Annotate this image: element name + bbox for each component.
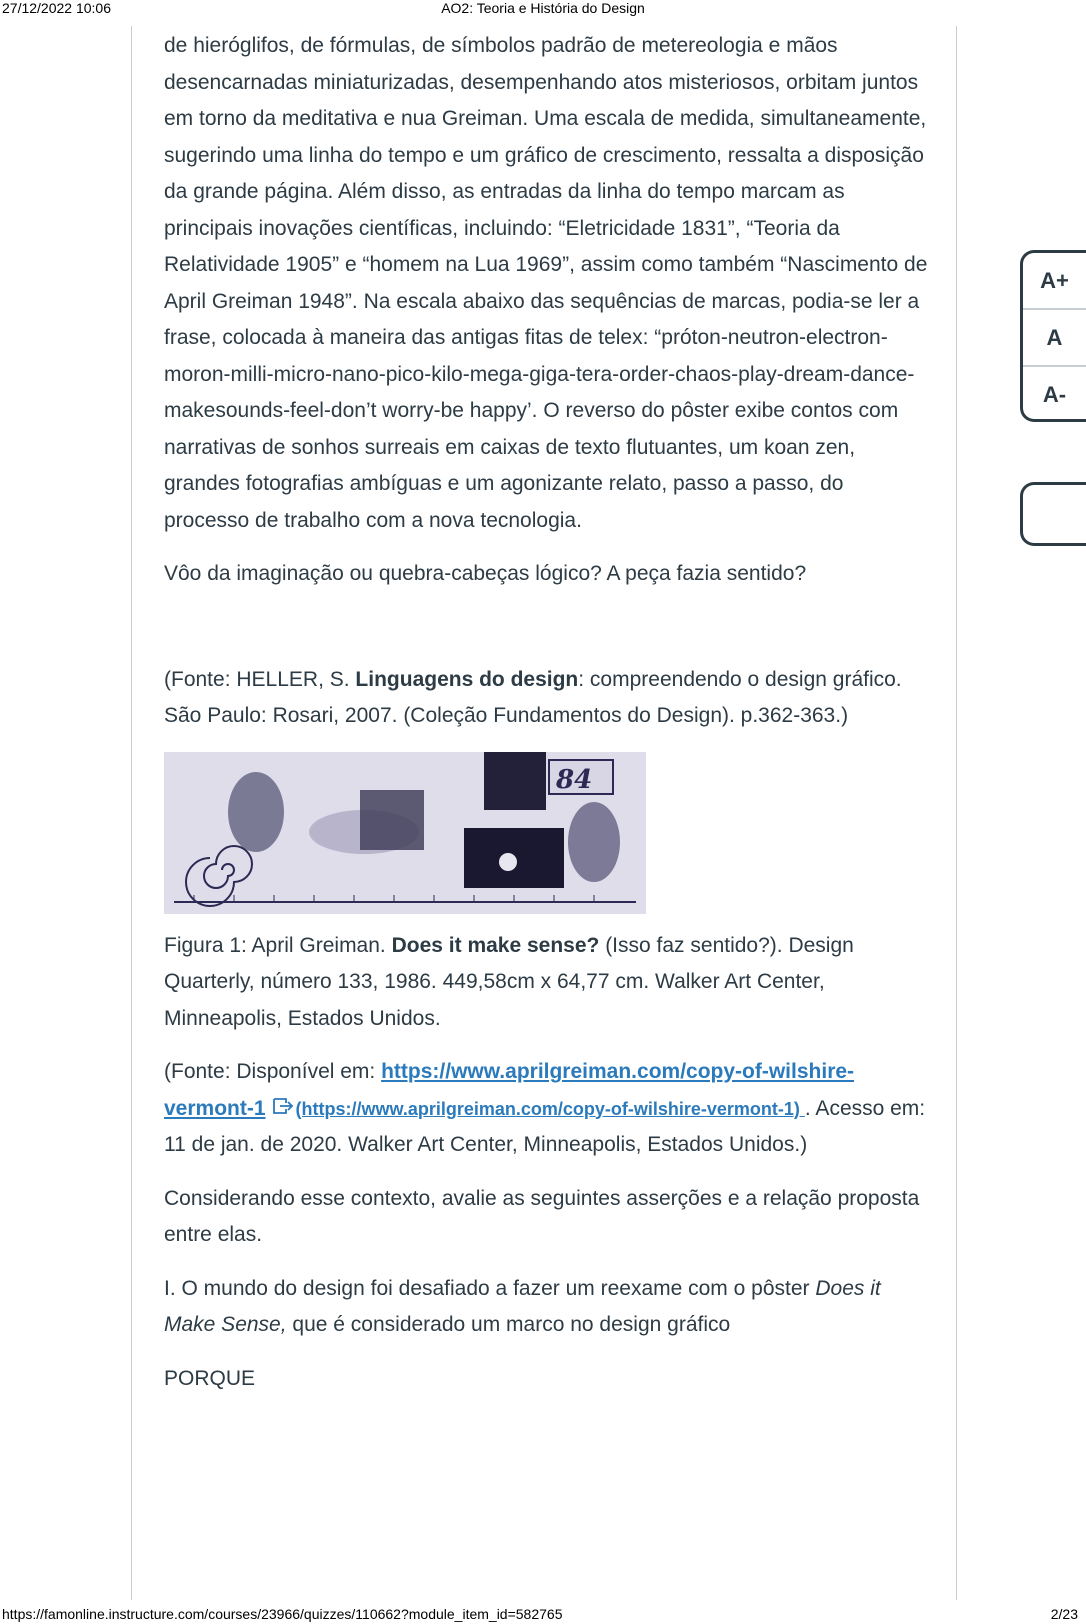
source-citation — [164, 662, 934, 735]
print-date: 27/12/2022 10:06 — [2, 0, 111, 16]
font-decrease-button[interactable]: A- — [1023, 365, 1086, 422]
porque-label: PORQUE — [164, 1366, 256, 1390]
assertion-title: Does it Make Sense, — [164, 1276, 881, 1337]
print-header — [0, 0, 1086, 18]
svg-text:84: 84 — [556, 764, 593, 795]
print-page-number: 2/23 — [1050, 1606, 1078, 1622]
assertion-text: que é considerado um marco no design gráfico — [286, 1313, 731, 1337]
citation-text: (Fonte: Disponível em: — [164, 1060, 382, 1083]
caption-text: (Isso faz sentido?). Design Quarterly, número 133, 1986. 449,58cm x 64,77 cm. Walker Art Center, Minneapolis, Estados Unidos. — [164, 933, 854, 1030]
source-citation — [164, 1054, 934, 1164]
font-increase-button[interactable]: A+ — [1040, 267, 1069, 293]
citation-text: : compreendendo o design gráfico. São Paulo: Rosari, 2007. (Coleção Fundamentos do Design). p.362-363.) — [164, 667, 902, 727]
print-title: AO2: Teoria e História do Design — [441, 0, 645, 16]
question-paragraph: Vôo da imaginação ou quebra-cabeças lógico? A peça fazia sentido? — [164, 562, 807, 585]
assertion-one — [164, 1271, 934, 1344]
print-url: https://famonline.instructure.com/courses/23966/quizzes/110662?module_item_id=582765 — [2, 1606, 563, 1622]
external-link-icon — [272, 1091, 294, 1128]
citation-title: Linguagens do design — [355, 667, 579, 691]
assertion-text: I. O mundo do design foi desafiado a fazer um reexame com o pôster — [164, 1276, 816, 1300]
content-left-border — [131, 26, 132, 1600]
question-paragraph: Considerando esse contexto, avalie as seguintes asserções e a relação proposta entre elas. — [164, 1186, 920, 1247]
source-link[interactable]: https://www.aprilgreiman.com/copy-of-wilshire-vermont-1 — [164, 1060, 855, 1120]
font-size-controls — [1020, 250, 1086, 422]
caption-text: Figura 1: April Greiman. — [164, 933, 392, 957]
figure-caption — [164, 928, 934, 1038]
print-footer — [0, 1604, 1086, 1624]
external-link[interactable]: (https://www.aprilgreiman.com/copy-of-wilshire-vermont-1) — [295, 1098, 805, 1119]
content-right-border — [956, 26, 957, 1600]
citation-text: . Acesso em: 11 de jan. de 2020. Walker Art Center, Minneapolis, Estados Unidos.) — [164, 1096, 926, 1157]
citation-text: (Fonte: HELLER, S. — [164, 667, 356, 691]
spacer — [164, 610, 934, 662]
caption-title: Does it make sense? — [391, 933, 600, 957]
side-panel-toggle[interactable] — [1020, 482, 1086, 546]
poster-image — [164, 752, 646, 914]
font-reset-button[interactable]: A — [1023, 308, 1086, 365]
question-content — [164, 28, 934, 1414]
question-paragraph: de hieróglifos, de fórmulas, de símbolos padrão de metereologia e mãos desencarnadas miniaturizadas, desempenhando atos misteriosos, orbitam juntos em torno da meditativa e nua Greiman. Uma escala de medida, simultaneamente, sugerindo uma linha do tempo e um gráfico de crescimento, ressalta a disposição da grande página. Além disso, as entradas da linha do tempo marcam as principais inovações científicas, incluindo: “Eletricidade 1831”, “Teoria da Relatividade 1905” e “homem na Lua 1969”, assim como também “Nascimento de April Greiman 1948”. Na escala abaixo das sequências de marcas, podia-se ler a frase, colocada à maneira das antigas fitas de telex: “próton-neutron-electron-moron-milli-micro-nano-pico-kilo-mega-giga-tera-order-chaos-play-dream-dance-makesounds-feel-don’t worry-be happy’. O reverso do pôster exibe contos com narrativas de sonhos surreais em caixas de texto flutuantes, um koan zen, grandes fotografias ambíguas e um agonizante relato, passo a passo, do processo de trabalho com a nova tecnologia. — [164, 34, 928, 532]
